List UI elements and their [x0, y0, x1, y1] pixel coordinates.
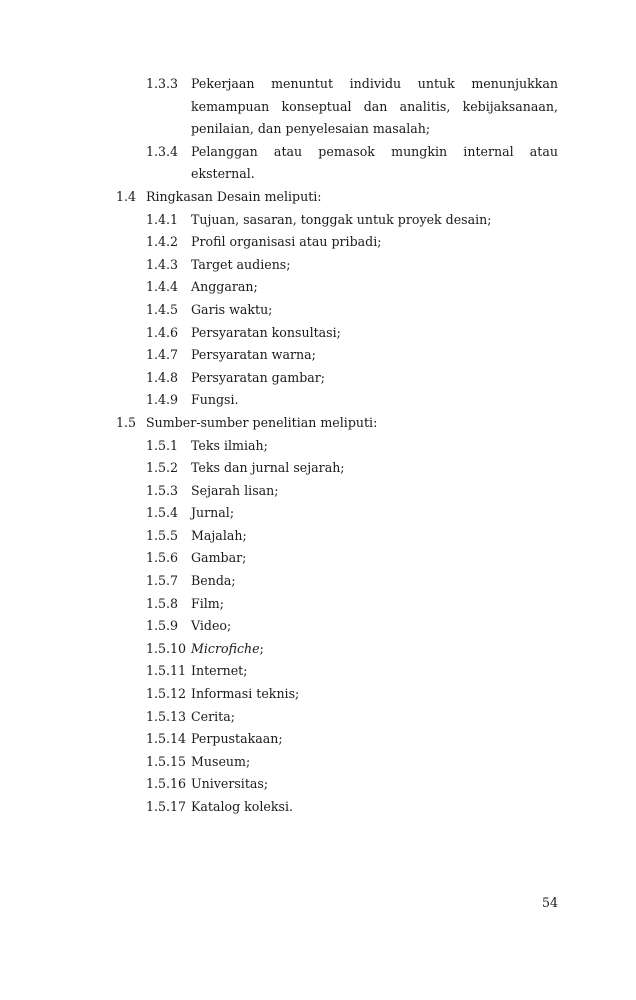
item-text: Teks ilmiah; — [191, 437, 268, 453]
item-number: 1.3.4 — [146, 143, 179, 159]
item-text: Sumber-sumber penelitian meliputi: — [146, 414, 378, 430]
item-text — [191, 638, 558, 661]
item-number: 1.5.12 — [146, 686, 187, 702]
item-number: 1.5.2 — [146, 460, 179, 476]
list-item — [0, 683, 636, 706]
item-text: Ringkasan Desain meliputi: — [146, 188, 322, 204]
item-number: 1.5.9 — [146, 618, 179, 634]
item-text: Majalah; — [191, 527, 247, 543]
list-item — [0, 547, 636, 570]
list-item — [0, 570, 636, 593]
item-number: 1.5.4 — [146, 505, 179, 521]
item-number: 1.4.3 — [146, 256, 179, 272]
item-number: 1.5.14 — [146, 731, 187, 747]
item-number: 1.4.1 — [146, 211, 179, 227]
list-item — [0, 299, 636, 322]
list-item — [0, 254, 636, 277]
item-number: 1.5.13 — [146, 708, 187, 724]
list-item — [0, 706, 636, 729]
item-text: Persyaratan warna; — [191, 347, 316, 363]
item-text: Target audiens; — [191, 256, 291, 272]
page-number: 54 — [541, 895, 558, 910]
list-item — [0, 73, 636, 141]
item-text: Perpustakaan; — [191, 731, 283, 747]
item-number: 1.4.6 — [146, 324, 179, 340]
list-item — [0, 209, 636, 232]
item-number: 1.5.1 — [146, 437, 179, 453]
item-text: Film; — [191, 595, 224, 611]
item-text: Profil organisasi atau pribadi; — [191, 234, 382, 250]
item-number: 1.5.5 — [146, 527, 179, 543]
item-text: Universitas; — [191, 776, 269, 792]
item-number: 1.3.3 — [146, 76, 179, 91]
list-item — [0, 231, 636, 254]
list-item — [0, 276, 636, 299]
item-number: 1.5.10 — [146, 640, 187, 656]
item-text: Garis waktu; — [191, 301, 273, 317]
list-item — [0, 502, 636, 525]
list-item — [0, 728, 636, 751]
item-number: 1.5.17 — [146, 799, 187, 814]
item-text: Katalog koleksi. — [191, 799, 293, 814]
item-number: 1.4.5 — [146, 301, 179, 317]
item-text-italic: Microfiche — [191, 640, 260, 656]
list-item — [0, 615, 636, 638]
item-text: Gambar; — [191, 550, 247, 566]
item-number: 1.4.2 — [146, 234, 179, 250]
item-number: 1.5.16 — [146, 776, 187, 792]
item-number: 1.4.7 — [146, 347, 179, 363]
list-item — [0, 322, 636, 345]
item-text: Persyaratan gambar; — [191, 369, 326, 385]
item-text: Cerita; — [191, 708, 235, 724]
item-number: 1.5.6 — [146, 550, 179, 566]
list-item — [0, 751, 636, 774]
list-item — [0, 773, 636, 796]
list-item — [0, 367, 636, 390]
section-item — [0, 412, 636, 435]
list-item — [0, 389, 636, 412]
item-number: 1.4.4 — [146, 279, 179, 295]
item-text-suffix: ; — [259, 640, 264, 656]
item-text: Teks dan jurnal sejarah; — [191, 460, 345, 476]
list-item — [0, 660, 636, 683]
list-item — [0, 638, 636, 661]
item-text: Internet; — [191, 663, 248, 679]
item-text: Video; — [191, 618, 232, 634]
list-item — [0, 344, 636, 367]
list-item — [0, 141, 636, 186]
item-number: 1.5.8 — [146, 595, 179, 611]
item-text: Fungsi. — [191, 392, 239, 408]
item-text: Sejarah lisan; — [191, 482, 279, 498]
list-item — [0, 525, 636, 548]
item-text: Informasi teknis; — [191, 686, 300, 702]
item-text: Benda; — [191, 573, 236, 589]
item-text: Jurnal; — [191, 505, 235, 521]
item-number: 1.4.9 — [146, 392, 179, 408]
item-number: 1.5.15 — [146, 753, 187, 769]
item-text: Pelanggan atau pemasok mungkin internal atau eksternal. — [191, 143, 558, 182]
item-number: 1.4.8 — [146, 369, 179, 385]
list-item — [0, 593, 636, 616]
item-text: Museum; — [191, 753, 251, 769]
document-body — [0, 73, 636, 819]
list-item — [0, 480, 636, 503]
item-number: 1.4 — [116, 188, 137, 204]
item-number: 1.5 — [116, 414, 137, 430]
item-text: Tujuan, sasaran, tonggak untuk proyek desain; — [191, 211, 492, 227]
list-item — [0, 457, 636, 480]
item-text: Anggaran; — [191, 279, 258, 295]
list-item — [0, 796, 636, 819]
item-number: 1.5.3 — [146, 482, 179, 498]
item-text: Persyaratan konsultasi; — [191, 324, 341, 340]
item-text: Pekerjaan menuntut individu untuk menunjukkan kemampuan konseptual dan analitis, kebijaksanaan, penilaian, dan penyelesaian masalah; — [191, 76, 558, 137]
item-number: 1.5.11 — [146, 663, 187, 679]
list-item — [0, 435, 636, 458]
item-number: 1.5.7 — [146, 573, 179, 589]
section-item — [0, 186, 636, 209]
